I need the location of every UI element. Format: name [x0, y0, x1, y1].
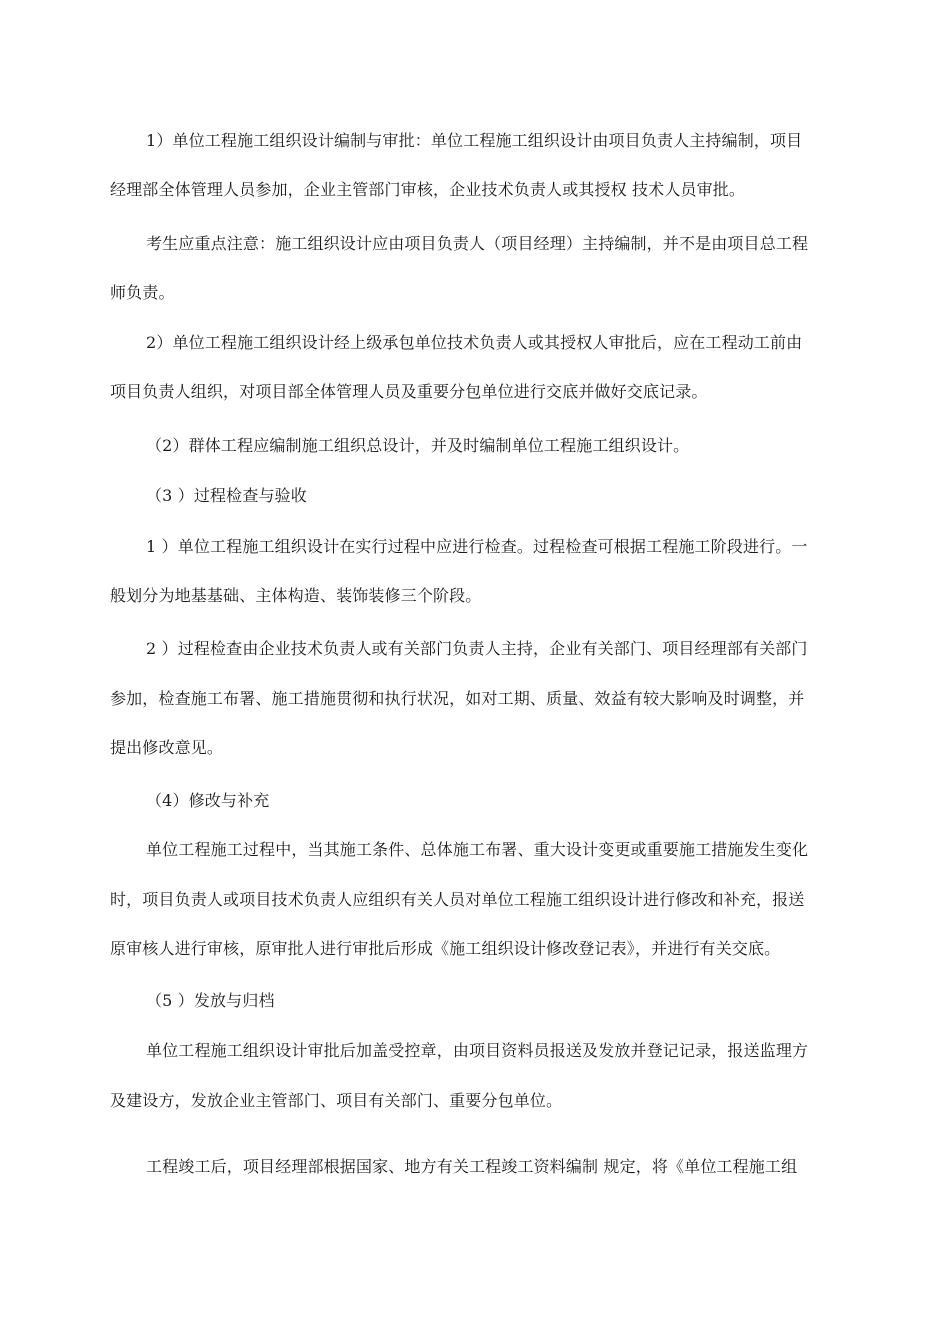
text-line: 项目负责人组织，对项目部全体管理人员及重要分包单位进行交底并做好交底记录。 — [110, 382, 708, 401]
text-line: （2）群体工程应编制施工组织总设计，并及时编制单位工程施工组织设计。 — [146, 436, 690, 455]
section-heading: （5 ）发放与归档 — [146, 991, 275, 1010]
text-line: 1）单位工程施工组织设计编制与审批：单位工程施工组织设计由项目负责人主持编制，项目 — [146, 131, 803, 150]
text-line: 原审核人进行审核，原审批人进行审批后形成《施工组织设计修改登记表》，并进行有关交底。 — [110, 939, 781, 958]
text-line: 参加，检查施工布署、施工措施贯彻和执行状况，如对工期、质量、效益有较大影响及时调整，并 — [110, 689, 805, 708]
text-line: 工程竣工后，项目经理部根据国家、地方有关工程竣工资料编制 规定，将《单位工程施工组 — [146, 1157, 798, 1176]
text-line: 般划分为地基基础、主体构造、装饰装修三个阶段。 — [110, 586, 482, 605]
text-line: 师负责。 — [110, 283, 175, 302]
section-heading: （3 ）过程检查与验收 — [146, 486, 307, 505]
section-heading: （4）修改与补充 — [146, 791, 270, 810]
text-line: 时，项目负责人或项目技术负责人应组织有关人员对单位工程施工组织设计进行修改和补充，报送 — [110, 890, 805, 909]
text-line: 1 ）单位工程施工组织设计在实行过程中应进行检查。过程检查可根据工程施工阶段进行。一 — [146, 537, 808, 556]
text-line: 及建设方，发放企业主管部门、项目有关部门、重要分包单位。 — [110, 1091, 563, 1110]
text-line: 经理部全体管理人员参加，企业主管部门审核，企业技术负责人或其授权 技术人员审批。 — [110, 180, 746, 199]
text-line: 提出修改意见。 — [110, 738, 224, 757]
text-line: 2 ）过程检查由企业技术负责人或有关部门负责人主持，企业有关部门、项目经理部有关部门 — [146, 639, 808, 658]
text-line: 2）单位工程施工组织设计经上级承包单位技术负责人或其授权人审批后，应在工程动工前由 — [146, 333, 803, 352]
text-line: 单位工程施工过程中，当其施工条件、总体施工布署、重大设计变更或重要施工措施发生变化 — [146, 840, 809, 859]
text-line: 考生应重点注意：施工组织设计应由项目负责人（项目经理）主持编制，并不是由项目总工程 — [146, 234, 809, 253]
text-line: 单位工程施工组织设计审批后加盖受控章，由项目资料员报送及发放并登记记录，报送监理方 — [146, 1041, 809, 1060]
